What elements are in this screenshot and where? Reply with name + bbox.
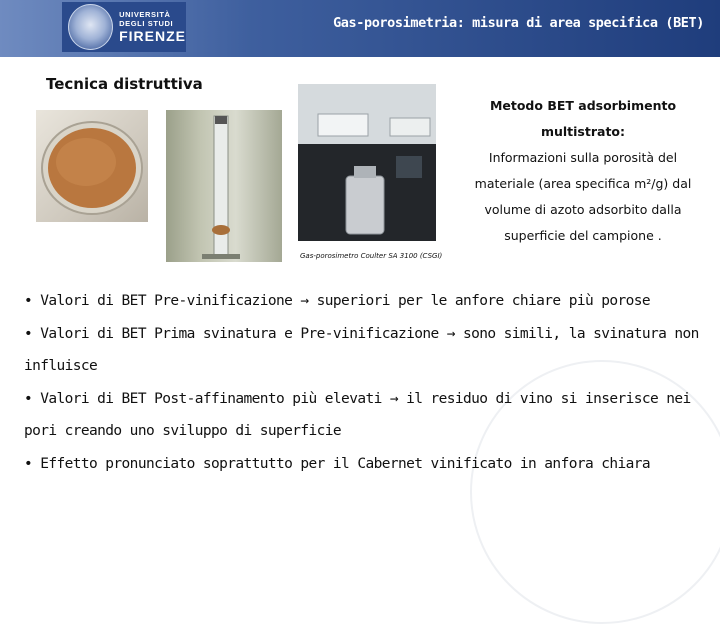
method-title-line-2: multistrato:	[540, 124, 626, 139]
method-line: superficie del campione .	[504, 228, 662, 243]
finding-item: • Valori di BET Prima svinatura e Pre-vinificazione → sono simili, la svinatura non influisce	[24, 326, 699, 374]
method-description	[458, 93, 708, 249]
graduated-cylinder-photo	[166, 110, 282, 262]
method-line: Informazioni sulla porosità del	[488, 150, 678, 165]
method-line: volume di azoto adsorbito dalla	[484, 202, 682, 217]
findings-list	[24, 285, 708, 481]
logo-line-2: DEGLI STUDI	[119, 18, 174, 28]
logo-line-1: UNIVERSITÀ	[119, 10, 171, 19]
finding-item: • Effetto pronunciato soprattutto per il Cabernet vinificato in anfora chiara	[24, 456, 650, 472]
slide-title: Gas-porosimetria: misura di area specifica (BET)	[333, 15, 704, 31]
university-seal-icon	[68, 4, 113, 50]
logo-text	[119, 11, 186, 43]
instrument-caption: Gas-porosimetro Coulter SA 3100 (CSGI)	[300, 252, 443, 260]
sample-dish-photo	[36, 110, 148, 222]
method-title-line-1: Metodo BET adsorbimento	[489, 98, 677, 113]
subtitle: Tecnica distruttiva	[46, 75, 203, 93]
gas-porosimeter-photo	[298, 84, 436, 241]
logo-line-3: FIRENZE	[119, 28, 186, 44]
header-bar	[0, 0, 720, 57]
method-line: materiale (area specifica m²/g) dal	[474, 176, 692, 191]
finding-item: • Valori di BET Post-affinamento più elevati → il residuo di vino si inserisce nei pori creando uno sviluppo di superficie	[24, 391, 691, 439]
university-logo	[62, 2, 186, 52]
finding-item: • Valori di BET Pre-vinificazione → superiori per le anfore chiare più porose	[24, 293, 650, 309]
